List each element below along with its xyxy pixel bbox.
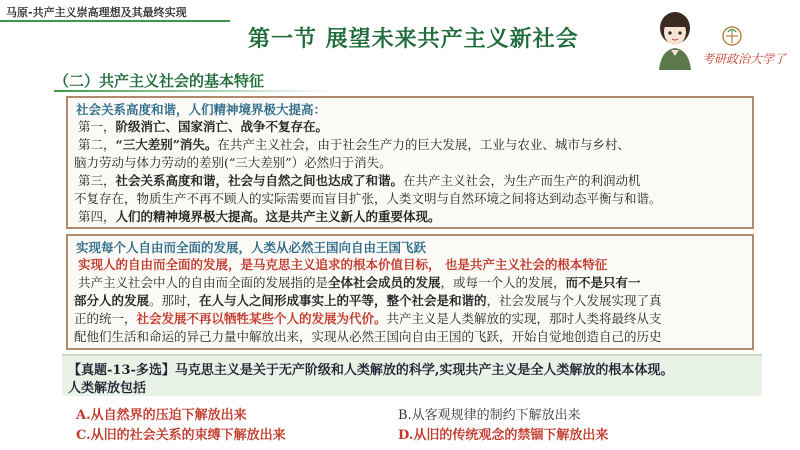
section-heading: （二）共产主义社会的基本特征 (54, 72, 265, 90)
avatar (651, 6, 699, 70)
box1-line-3: 脑力劳动与体力劳动的差别(“三大差别”）必然归于消失。 (74, 155, 392, 170)
box1-line-1: 第一，阶级消亡、国家消亡、战争不复存在。 (78, 119, 329, 134)
feature-box-freedom (66, 234, 754, 350)
page-title: 第一节 展望未来共产主义新社会 (248, 27, 579, 52)
exam-question (62, 354, 762, 396)
box1-heading: 社会关系高度和谐，人们精神境界极大提高： (76, 102, 327, 117)
box1-line-5: 不复存在，物质生产不再不顾人的实际需要而盲目扩张，人类文明与自然环境之间将达到动态平衡与和谐。 (74, 191, 662, 206)
question-line-1: 【真题-13-多选】马克思主义是关于无产阶级和人类解放的科学,实现共产主义是全人类解放的根本体现。 (68, 363, 674, 378)
box2-line-3: 正的统一，社会发展不再以牺牲某些个人的发展为代价。共产主义是人类解放的实现，那时人类将最终从支 (74, 311, 662, 326)
breadcrumb-underline (0, 20, 230, 22)
option-c[interactable]: C.从旧的社会关系的束缚下解放出来 (76, 428, 286, 443)
brand-text: 考研政治大学了 (702, 52, 787, 66)
box2-heading: 实现每个人自由而全面的发展，人类从必然王国向自由王国飞跃 (76, 240, 427, 255)
box1-line-4: 第三，社会关系高度和谐，社会与自然之间也达成了和谐。在共产主义社会，为生产而生产的利润动机 (78, 173, 641, 188)
option-d[interactable]: D.从旧的传统观念的禁锢下解放出来 (398, 428, 609, 443)
box2-line-2: 部分人的发展。那时，在人与人之间形成事实上的平等，整个社会是和谐的，社会发展与个人发展实现了真 (74, 293, 662, 308)
box2-key-line: 实现人的自由而全面的发展，是马克思主义追求的根本价值目标， 也是共产主义社会的根本特征 (78, 257, 608, 272)
feature-box-harmony (66, 96, 754, 229)
box1-line-6: 第四，人们的精神境界极大提高。这是共产主义新人的重要体现。 (78, 209, 441, 224)
box2-line-4: 配他们生活和命运的异己力量中解放出来，实现从必然王国向自由王国的飞跃，开始自觉地创造自己的历史 (74, 329, 662, 344)
option-a[interactable]: A.从自然界的压迫下解放出来 (76, 408, 247, 423)
breadcrumb: 马原-共产主义崇高理想及其最终实现 (6, 6, 187, 19)
option-b[interactable]: B.从客观规律的制约下解放出来 (398, 408, 581, 423)
section-underline (54, 90, 334, 92)
question-line-2: 人类解放包括 (68, 381, 147, 396)
box2-line-1: 共产主义社会中人的自由而全面的发展指的是全体社会成员的发展，或每一个人的发展，而不是只有一 (78, 275, 641, 290)
box1-line-2: 第二，“三大差别”消失。在共产主义社会，由于社会生产力的巨大发展，工业与农业、城市与乡村、 (78, 137, 630, 152)
